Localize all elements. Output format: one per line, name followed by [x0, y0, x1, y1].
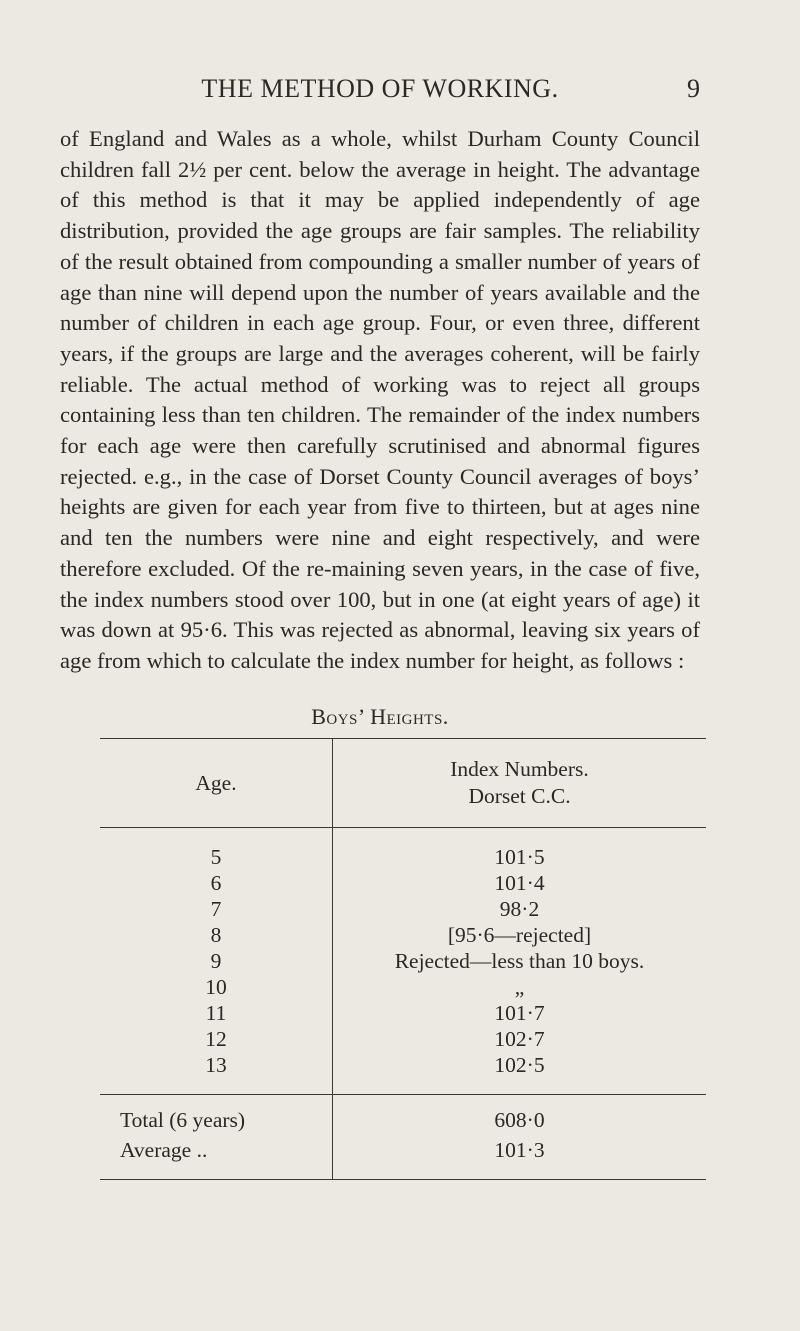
page-number: 9 — [687, 74, 700, 103]
table-row — [100, 922, 706, 948]
column-header-age: Age. — [100, 739, 333, 828]
table-row — [100, 1000, 706, 1026]
index-cell: 101·5 — [494, 845, 545, 869]
age-cell: 6 — [100, 870, 333, 896]
index-cell: 102·7 — [494, 1027, 545, 1051]
table-row — [100, 948, 706, 974]
total-label: Total (6 years) — [100, 1095, 333, 1136]
index-cell: 101·4 — [494, 871, 545, 895]
column-header-index — [333, 739, 707, 828]
age-cell: 7 — [100, 896, 333, 922]
table-row — [100, 896, 706, 922]
index-cell: 102·5 — [494, 1053, 545, 1077]
column-header-index-line2: Dorset C.C. — [468, 784, 571, 808]
age-cell: 12 — [100, 1026, 333, 1052]
index-cell: 98·2 — [499, 897, 540, 921]
boys-heights-table — [100, 738, 706, 1180]
index-cell: „ — [514, 975, 525, 999]
page-header — [60, 74, 700, 114]
index-cell: [95·6—rejected] — [447, 923, 592, 947]
table-row — [100, 974, 706, 1000]
average-row — [100, 1135, 706, 1180]
average-label: Average .. — [100, 1135, 333, 1180]
column-header-index-line1: Index Numbers. — [450, 757, 589, 781]
total-row — [100, 1095, 706, 1136]
average-value: 101·3 — [333, 1135, 707, 1180]
age-cell: 11 — [100, 1000, 333, 1026]
table-caption: Boys’ Heights. — [311, 704, 449, 729]
table-row — [100, 1052, 706, 1095]
table-row — [100, 1026, 706, 1052]
total-value: 608·0 — [333, 1095, 707, 1136]
age-cell: 10 — [100, 974, 333, 1000]
age-cell: 13 — [100, 1052, 333, 1095]
body-text — [60, 124, 700, 677]
age-cell: 5 — [100, 828, 333, 871]
index-cell: 101·7 — [494, 1001, 545, 1025]
table-row — [100, 870, 706, 896]
index-cell: Rejected—less than 10 boys. — [394, 949, 645, 973]
table-row — [100, 828, 706, 871]
paragraph: of England and Wales as a whole, whilst Durham County Council children fall 2½ per cent. below the average in height. The advantage of this method is that it may be applied independently of age distribution, provided the age groups are fair samples. The reliability of the result obtained from compounding a smaller number of years of age than nine will depend upon the number of years available and the number of children in each age group. Four, or even three, different years, if the groups are large and the averages coherent, will be fairly reliable. The actual method of working was to reject all groups containing less than ten children. The remainder of the index numbers for each age were then carefully scrutinised and abnormal figures rejected. e.g., in the case of Dorset County Council averages of boys’ heights are given for each year from five to thirteen, but at ages nine and ten the numbers were nine and eight respectively, and were therefore excluded. Of the re-maining seven years, in the case of five, the index numbers stood over 100, but in one (at eight years of age) it was down at 95·6. This was rejected as abnormal, leaving six years of age from which to calculate the index number for height, as follows : — [60, 126, 700, 673]
age-cell: 8 — [100, 922, 333, 948]
table-header-row — [100, 739, 706, 828]
running-title: THE METHOD OF WORKING. — [201, 74, 559, 103]
age-cell: 9 — [100, 948, 333, 974]
